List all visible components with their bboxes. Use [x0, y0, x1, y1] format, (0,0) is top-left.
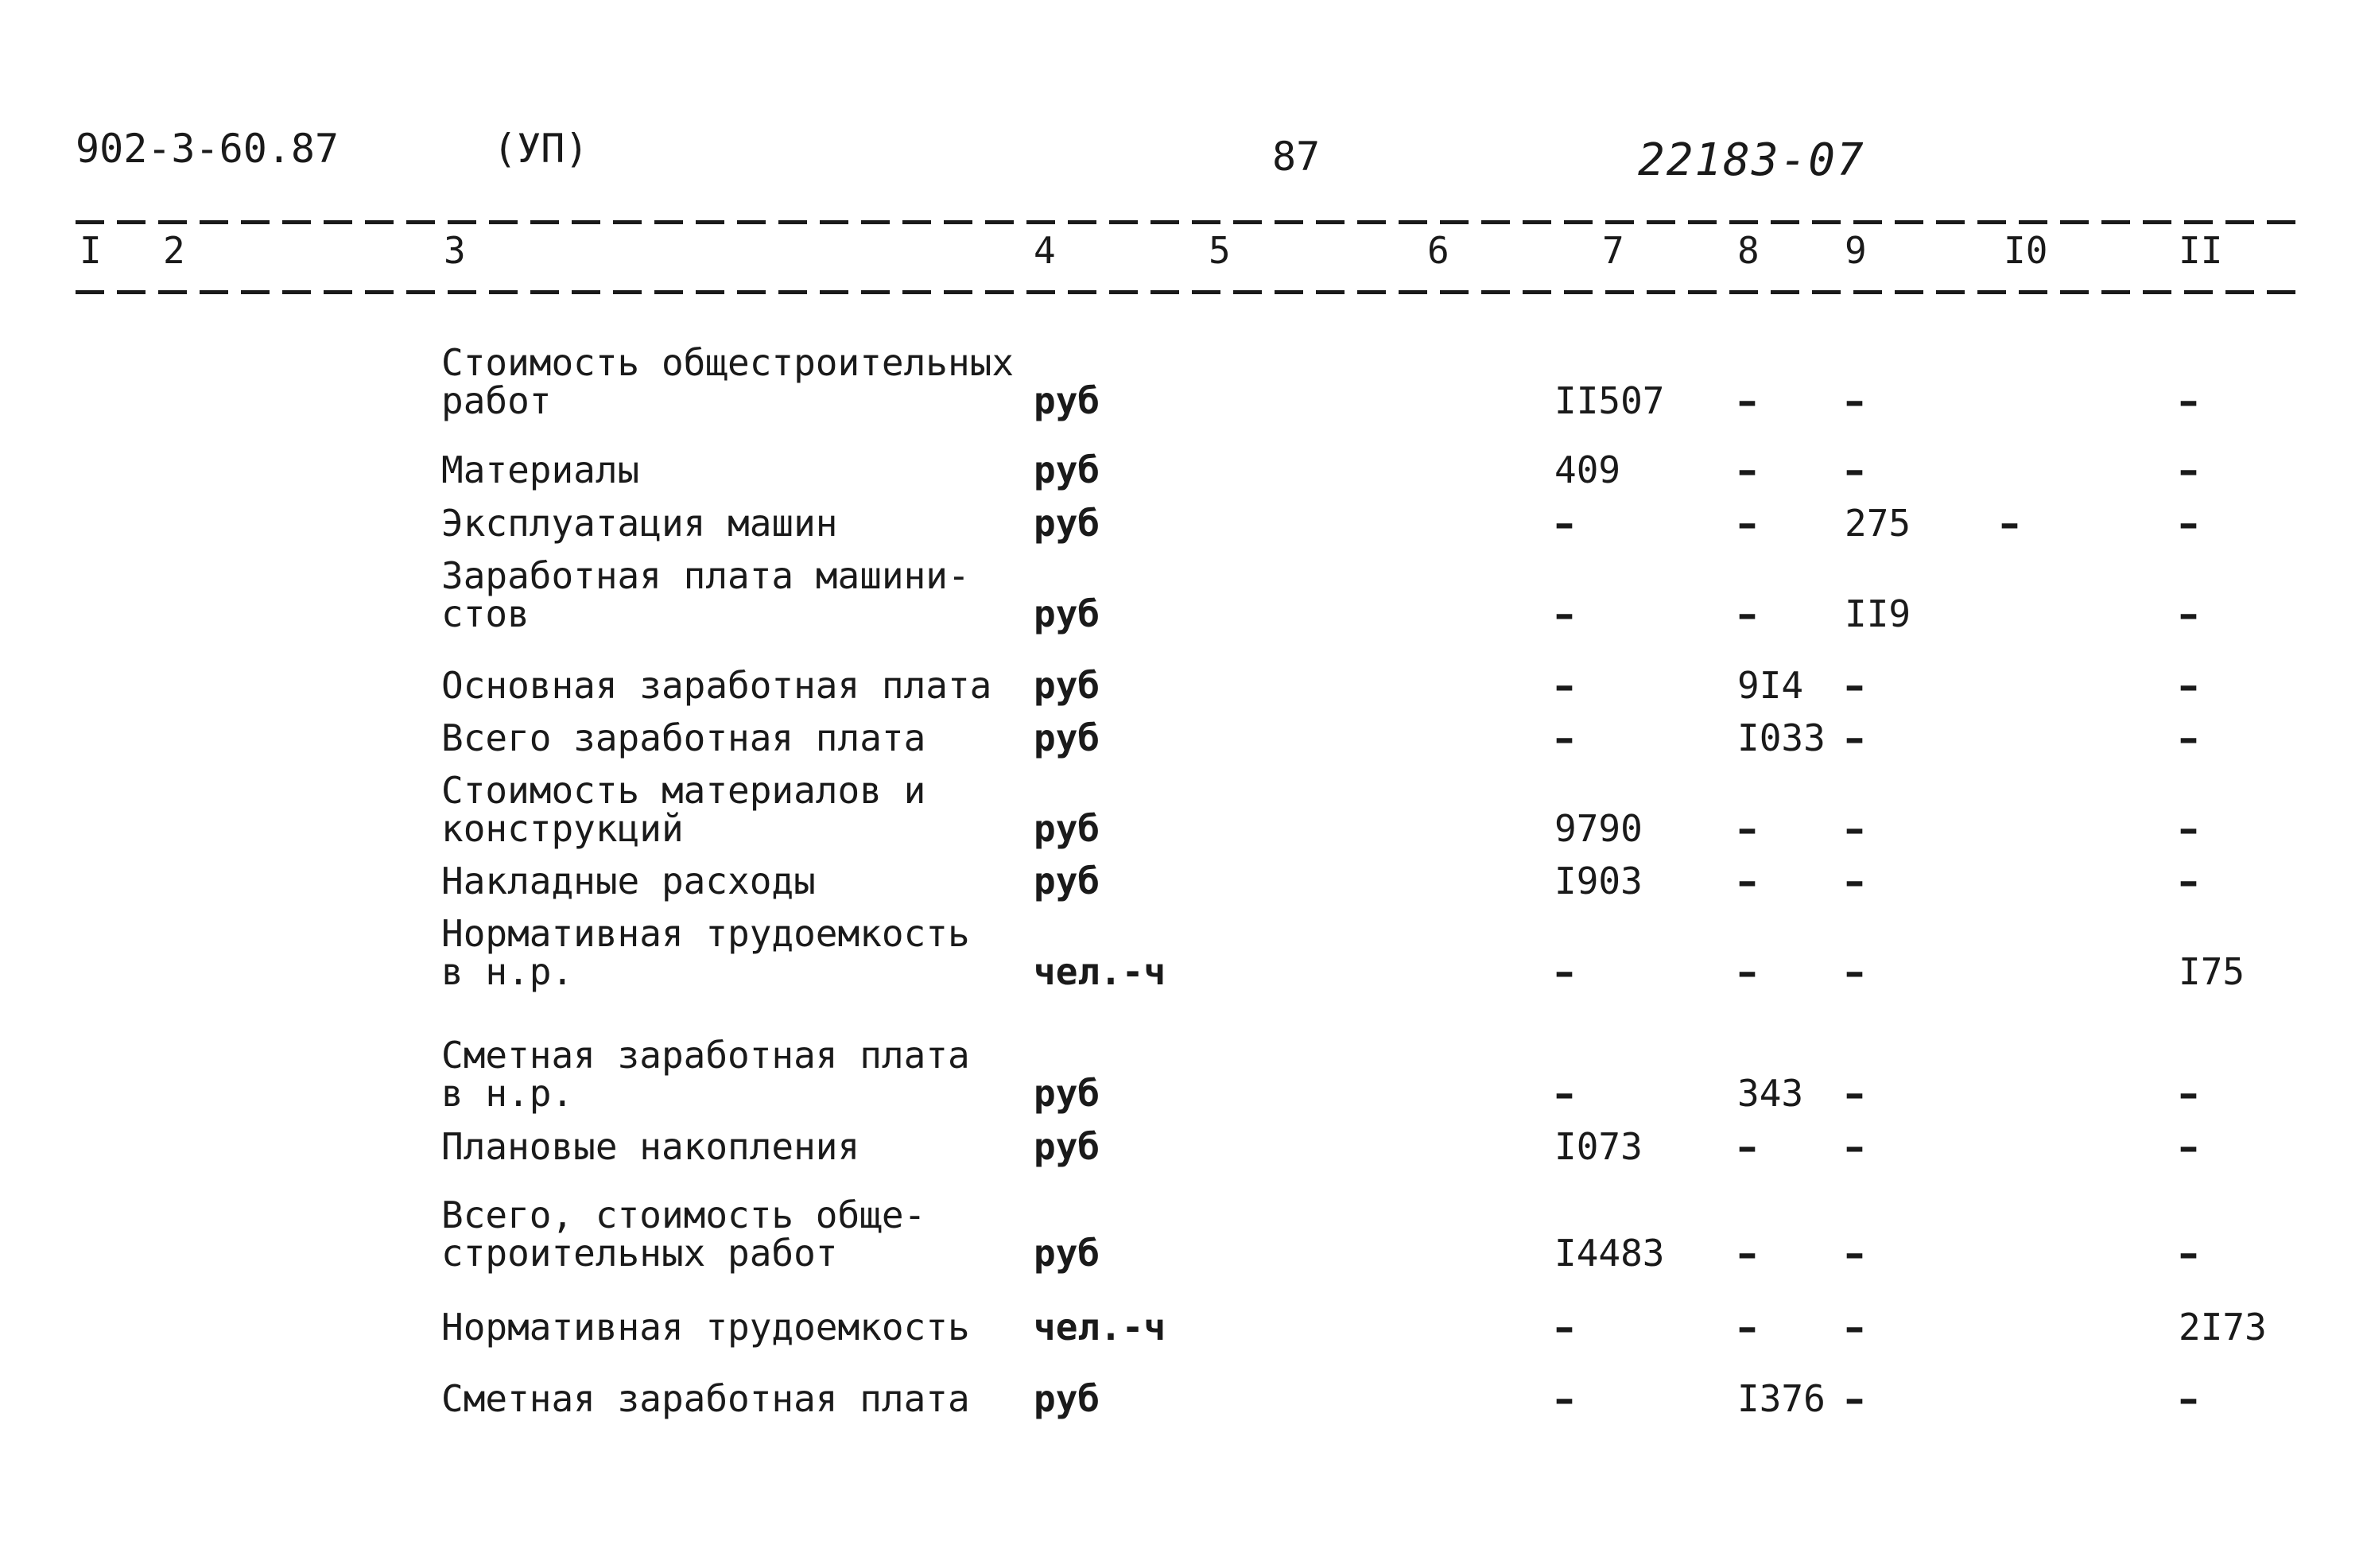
- row-unit: руб: [1034, 1232, 1100, 1275]
- row-col-11: –: [2179, 500, 2198, 546]
- column-number-2: 2: [163, 229, 185, 272]
- document-code: 902-3-60.87: [76, 126, 340, 172]
- table-row: [0, 341, 2367, 424]
- row-col-7: I903: [1554, 860, 1643, 902]
- table-row: [0, 1034, 2367, 1116]
- row-col-8: –: [1737, 949, 1757, 995]
- row-col-8: 9I4: [1737, 664, 1804, 707]
- row-col-9: –: [1845, 1376, 1864, 1422]
- table-row: [0, 447, 2367, 493]
- column-number-11: II: [2179, 229, 2223, 272]
- row-col-11: –: [2179, 805, 2198, 852]
- row-col-9: –: [1845, 378, 1864, 424]
- row-col-11: –: [2179, 378, 2198, 424]
- row-col-9: II9: [1845, 592, 1911, 635]
- row-col-8: –: [1737, 378, 1757, 424]
- table-row: [0, 858, 2367, 904]
- row-unit: руб: [1034, 448, 1100, 491]
- row-unit: руб: [1034, 716, 1100, 759]
- row-col-10: –: [2000, 500, 2020, 546]
- row-unit: руб: [1034, 379, 1100, 422]
- row-col-11: –: [2179, 715, 2198, 761]
- row-unit: руб: [1034, 592, 1100, 635]
- row-col-11: –: [2179, 1124, 2198, 1170]
- row-col-8: –: [1737, 447, 1757, 493]
- table-row: [0, 554, 2367, 637]
- column-number-4: 4: [1034, 229, 1056, 272]
- column-number-3: 3: [444, 229, 466, 272]
- row-col-9: –: [1845, 858, 1864, 904]
- row-col-7: 409: [1554, 448, 1621, 491]
- row-col-9: 275: [1845, 502, 1911, 545]
- row-col-7: 9790: [1554, 807, 1643, 850]
- table-row: [0, 1376, 2367, 1422]
- row-col-7: I073: [1554, 1125, 1643, 1168]
- row-col-7: –: [1554, 1070, 1574, 1116]
- row-col-9: –: [1845, 949, 1864, 995]
- row-col-11: –: [2179, 1376, 2198, 1422]
- row-col-9: –: [1845, 1124, 1864, 1170]
- row-name: Нормативная трудоемкость в н.р.: [441, 912, 970, 993]
- document-mark: (УП): [493, 126, 589, 172]
- header-rule-top: [76, 220, 2298, 224]
- row-unit: руб: [1034, 1072, 1100, 1115]
- row-unit: чел.-ч: [1034, 1306, 1166, 1349]
- row-unit: руб: [1034, 1377, 1100, 1420]
- row-col-8: –: [1737, 858, 1757, 904]
- row-col-11: –: [2179, 662, 2198, 708]
- row-col-9: –: [1845, 715, 1864, 761]
- row-name: Всего заработная плата: [441, 716, 926, 759]
- row-col-8: –: [1737, 1124, 1757, 1170]
- row-unit: руб: [1034, 664, 1100, 707]
- row-col-11: I75: [2179, 950, 2245, 993]
- row-name: Стоимость материалов и конструкций: [441, 769, 926, 850]
- row-col-9: –: [1845, 662, 1864, 708]
- row-unit: руб: [1034, 860, 1100, 902]
- row-col-9: –: [1845, 1230, 1864, 1276]
- table-row: [0, 500, 2367, 546]
- row-col-8: –: [1737, 1230, 1757, 1276]
- row-name: Нормативная трудоемкость: [441, 1306, 970, 1349]
- column-number-7: 7: [1602, 229, 1624, 272]
- row-name: Сметная заработная плата в н.р.: [441, 1034, 970, 1115]
- row-col-8: –: [1737, 500, 1757, 546]
- page-number: 87: [1272, 134, 1321, 180]
- row-col-8: I376: [1737, 1377, 1826, 1420]
- row-col-11: –: [2179, 447, 2198, 493]
- row-name: Накладные расходы: [441, 860, 816, 902]
- row-col-8: I033: [1737, 716, 1826, 759]
- row-name: Плановые накопления: [441, 1125, 860, 1168]
- row-col-9: –: [1845, 447, 1864, 493]
- row-unit: руб: [1034, 807, 1100, 850]
- row-col-11: –: [2179, 858, 2198, 904]
- column-number-1: I: [80, 229, 102, 272]
- row-col-9: –: [1845, 805, 1864, 852]
- row-name: Материалы: [441, 448, 640, 491]
- table-row: [0, 662, 2367, 708]
- row-name: Эксплуатация машин: [441, 502, 838, 545]
- column-number-6: 6: [1427, 229, 1449, 272]
- row-col-7: –: [1554, 1304, 1574, 1350]
- table-row: [0, 1124, 2367, 1170]
- column-number-8: 8: [1737, 229, 1760, 272]
- column-number-5: 5: [1209, 229, 1231, 272]
- row-col-9: –: [1845, 1304, 1864, 1350]
- row-col-7: –: [1554, 715, 1574, 761]
- row-unit: руб: [1034, 502, 1100, 545]
- row-col-11: –: [2179, 1070, 2198, 1116]
- row-name: Стоимость общестроительных работ: [441, 341, 1015, 422]
- table-row: [0, 912, 2367, 995]
- row-col-7: I4483: [1554, 1232, 1665, 1275]
- row-col-7: –: [1554, 591, 1574, 637]
- table-row: [0, 1193, 2367, 1276]
- table-row: [0, 1304, 2367, 1350]
- row-unit: чел.-ч: [1034, 950, 1166, 993]
- row-col-8: 343: [1737, 1072, 1804, 1115]
- row-col-7: –: [1554, 500, 1574, 546]
- row-col-11: –: [2179, 591, 2198, 637]
- row-col-9: –: [1845, 1070, 1864, 1116]
- row-unit: руб: [1034, 1125, 1100, 1168]
- table-row: [0, 769, 2367, 852]
- row-col-8: –: [1737, 591, 1757, 637]
- row-name: Основная заработная плата: [441, 664, 992, 707]
- document-number: 22183-07: [1638, 134, 1865, 186]
- row-col-7: II507: [1554, 379, 1665, 422]
- row-name: Всего, стоимость обще- строительных работ: [441, 1193, 926, 1275]
- header-rule-bottom: [76, 290, 2298, 294]
- table-row: [0, 715, 2367, 761]
- row-name: Сметная заработная плата: [441, 1377, 970, 1420]
- row-col-7: –: [1554, 662, 1574, 708]
- row-col-11: –: [2179, 1230, 2198, 1276]
- column-number-10: I0: [2004, 229, 2048, 272]
- column-number-9: 9: [1845, 229, 1867, 272]
- row-col-8: –: [1737, 1304, 1757, 1350]
- row-name: Заработная плата машини- стов: [441, 554, 970, 635]
- row-col-7: –: [1554, 949, 1574, 995]
- row-col-11: 2I73: [2179, 1306, 2267, 1349]
- row-col-7: –: [1554, 1376, 1574, 1422]
- row-col-8: –: [1737, 805, 1757, 852]
